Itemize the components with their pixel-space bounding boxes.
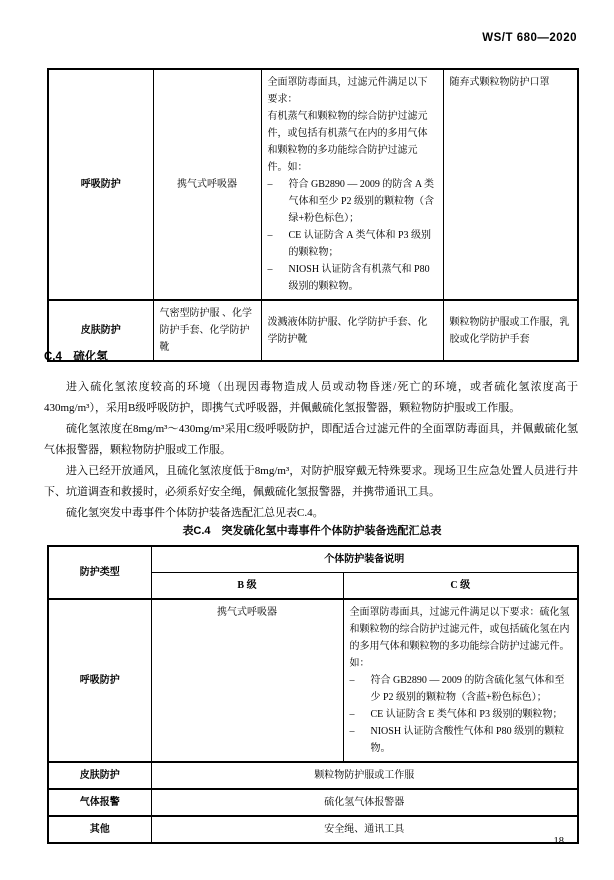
paragraph: 硫化氢浓度在8mg/m³～430mg/m³采用C级呼吸防护，即配适合过滤元件的全面罩防毒面具，并佩戴硫化氢气体报警器，颗粒物防护服或工作服。 xyxy=(44,423,578,456)
equipment-value-cell: 颗粒物防护服或工作服 xyxy=(151,762,578,789)
list-item-text: 符合 GB2890 — 2009 的防含 A 类气体和至少 P2 级别的颗粒物（含绿+粉色标色）； xyxy=(288,179,435,224)
list-item-text: NIOSH 认证防含酸性气体和 P80 级别的颗粒物。 xyxy=(370,726,565,754)
table-row-other xyxy=(48,816,578,843)
header-type-cell: 防护类型 xyxy=(48,546,151,599)
table-header-row xyxy=(48,546,578,573)
level-c-cell: 泼溅液体防护服、化学防护手套、化学防护靴 xyxy=(261,300,443,361)
table-row-gas-alarm xyxy=(48,789,578,816)
list-item-text: CE 认证防含 A 类气体和 P3 级别的颗粒物； xyxy=(288,230,432,258)
list-item-text: NIOSH 认证防含有机蒸气和 P80 级别的颗粒物。 xyxy=(288,264,430,292)
paragraph: 进入硫化氢浓度较高的环境（出现因毒物造成人员或动物昏迷/死亡的环境，或者硫化氢浓度高于430mg/m³），采用B级呼吸防护，即携气式呼吸器，并佩戴硫化氢报警器，颗粒物防护服或工作服。 xyxy=(44,381,578,414)
dash-marker: – xyxy=(267,230,273,241)
c-level-para: 有机蒸气和颗粒物的综合防护过滤元件，或包括有机蒸气在内的多用气体和颗粒物的多功能综合防护过滤元件。如： xyxy=(267,111,428,173)
header-level-b-cell: B 级 xyxy=(151,573,343,600)
continued-protection-table xyxy=(47,68,579,362)
paragraph: 硫化氢突发中毒事件个体防护装备选配汇总见表C.4。 xyxy=(66,507,324,519)
table-row-respiratory xyxy=(48,69,578,300)
dash-marker: – xyxy=(267,179,273,190)
doc-number: WS/T 680—2020 xyxy=(482,32,577,44)
dash-marker: – xyxy=(349,675,355,686)
list-item xyxy=(268,227,437,261)
table-row-respiratory xyxy=(48,599,578,762)
equipment-value-cell: 硫化氢气体报警器 xyxy=(151,789,578,816)
header-equipment-cell: 个体防护装备说明 xyxy=(151,546,578,573)
table-row-skin xyxy=(48,300,578,361)
protection-type-cell: 皮肤防护 xyxy=(48,762,151,789)
level-c-cell xyxy=(343,599,578,762)
page-number: 18 xyxy=(553,836,564,847)
protection-type-cell: 其他 xyxy=(48,816,151,843)
list-item-text: CE 认证防含 E 类气体和 P3 级别的颗粒物； xyxy=(370,709,563,720)
level-d-cell: 颗粒物防护服或工作服，乳胶或化学防护手套 xyxy=(443,300,578,361)
list-item xyxy=(350,706,572,723)
protection-type-cell: 气体报警 xyxy=(48,789,151,816)
level-b-cell: 携气式呼吸器 xyxy=(151,599,343,762)
list-item xyxy=(350,723,572,757)
c-level-para: 全面罩防毒面具，过滤元件满足以下要求： xyxy=(267,77,428,105)
level-b-cell: 携气式呼吸器 xyxy=(153,69,261,300)
section-heading: C.4 硫化氢 xyxy=(44,351,108,363)
list-item xyxy=(268,261,437,295)
protection-type-cell: 呼吸防护 xyxy=(48,69,153,300)
list-item xyxy=(268,176,437,227)
level-d-cell: 随弃式颗粒物防护口罩 xyxy=(443,69,578,300)
c-level-intro: 全面罩防毒面具，过滤元件满足以下要求：硫化氢和颗粒物的综合防护过滤元件，或包括硫化氢在内的多用气体和颗粒物的多功能综合防护过滤元件。如： xyxy=(349,607,570,669)
list-item-text: 符合 GB2890 — 2009 的防含硫化氢气体和至少 P2 级别的颗粒物（含蓝+粉色标色）； xyxy=(370,675,565,703)
section-body xyxy=(44,377,578,524)
protection-type-cell: 呼吸防护 xyxy=(48,599,151,762)
dash-marker: – xyxy=(349,709,355,720)
level-b-cell: 气密型防护服 、化学防护手套、化学防护靴 xyxy=(153,300,261,361)
table-c4 xyxy=(47,545,579,844)
equipment-value-cell: 安全绳、通讯工具 xyxy=(151,816,578,843)
list-item xyxy=(350,672,572,706)
level-c-cell xyxy=(261,69,443,300)
dash-marker: – xyxy=(267,264,273,275)
dash-marker: – xyxy=(349,726,355,737)
table-row-skin xyxy=(48,762,578,789)
header-level-c-cell: C 级 xyxy=(343,573,578,600)
paragraph: 进入已经开放通风，且硫化氢浓度低于8mg/m³，对防护服穿戴无特殊要求。现场卫生应急处置人员进行井下、坑道调查和救援时，必须系好安全绳，佩戴硫化氢报警器，并携带通讯工具。 xyxy=(44,465,578,498)
protection-type-cell: 皮肤防护 xyxy=(48,300,153,361)
table-c4-title: 表C.4 突发硫化氢中毒事件个体防护装备选配汇总表 xyxy=(182,525,442,537)
